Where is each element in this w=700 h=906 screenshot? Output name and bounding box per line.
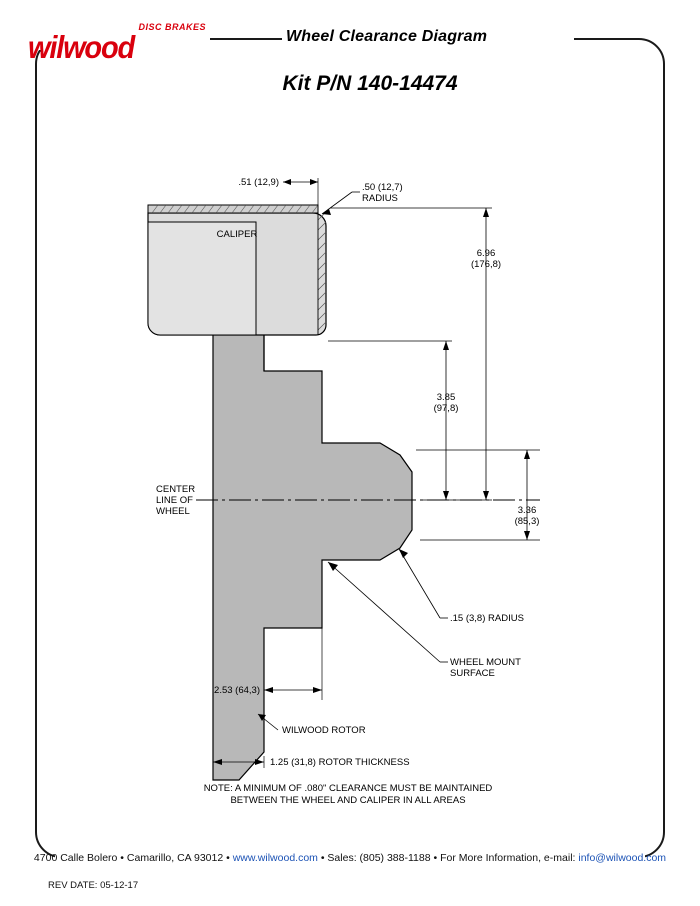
- dim-385-label-2: (97,8): [433, 403, 459, 414]
- footer: [0, 852, 700, 864]
- arrow-253-right: [313, 687, 322, 693]
- dim-696-label-1: 6.96: [476, 248, 496, 259]
- center-line-label-3: WHEEL: [156, 506, 190, 517]
- rotor-label: WILWOOD ROTOR: [282, 725, 366, 736]
- logo-wordmark: wilwood: [28, 31, 134, 66]
- dim-696-label-2: (176,8): [470, 259, 502, 270]
- dim-385-label-1: 3.85: [436, 392, 456, 403]
- page-title: Wheel Clearance Diagram: [286, 28, 488, 45]
- arrow-253-left: [264, 687, 273, 693]
- dim-336-label-1: 3.36: [517, 505, 537, 516]
- footer-address: 4700 Calle Bolero • Camarillo, CA 93012 •: [33, 852, 233, 864]
- arrow-radius-015: [399, 549, 408, 558]
- arrow-385-bottom: [443, 491, 449, 500]
- arrow-radius-050: [322, 209, 331, 215]
- leader-wheel-mount: [328, 562, 440, 662]
- arrow-125-right: [255, 759, 264, 765]
- arrow-336-bottom: [524, 531, 530, 540]
- dim-253-label: 2.53 (64,3): [214, 685, 260, 696]
- caliper-label: CALIPER: [216, 229, 258, 240]
- arrow-051-left: [283, 179, 291, 185]
- arrow-696-bottom: [483, 491, 489, 500]
- wheel-mount-label-1: WHEEL MOUNT: [450, 657, 521, 668]
- dim-125-label: 1.25 (31,8) ROTOR THICKNESS: [270, 757, 410, 768]
- dim-top-width-label: .51 (12,9): [238, 177, 279, 188]
- center-line-label-2: LINE OF: [156, 495, 193, 506]
- dim-336-label-2: (85,3): [514, 516, 540, 527]
- dim-radius-050-label-2: RADIUS: [362, 193, 398, 204]
- center-line-label-1: CENTER: [156, 484, 196, 495]
- note-line-1: NOTE: A MINIMUM OF .080" CLEARANCE MUST BE MAINTAINED: [203, 783, 493, 794]
- dim-radius-050-label-1: .50 (12,7): [362, 182, 403, 193]
- arrow-696-top: [483, 208, 489, 217]
- leader-radius-050: [322, 192, 352, 214]
- kit-part-number: Kit P/N 140-14474: [282, 72, 458, 95]
- logo-subtitle: DISC BRAKES: [138, 22, 206, 32]
- arrow-385-top: [443, 341, 449, 350]
- arrow-051-right: [310, 179, 318, 185]
- leader-radius-015: [399, 549, 440, 618]
- footer-sales: • Sales: (805) 388-1188 • For More Information, e-mail:: [317, 852, 579, 864]
- arrow-336-top: [524, 450, 530, 459]
- dim-radius-015-label: .15 (3,8) RADIUS: [450, 613, 524, 624]
- note-line-2: BETWEEN THE WHEEL AND CALIPER IN ALL AREAS: [230, 795, 466, 806]
- footer-website-link[interactable]: www.wilwood.com: [232, 852, 318, 864]
- wheel-mount-label-2: SURFACE: [450, 668, 495, 679]
- footer-email-link[interactable]: info@wilwood.com: [578, 852, 667, 864]
- rev-date: REV DATE: 05-12-17: [48, 880, 139, 891]
